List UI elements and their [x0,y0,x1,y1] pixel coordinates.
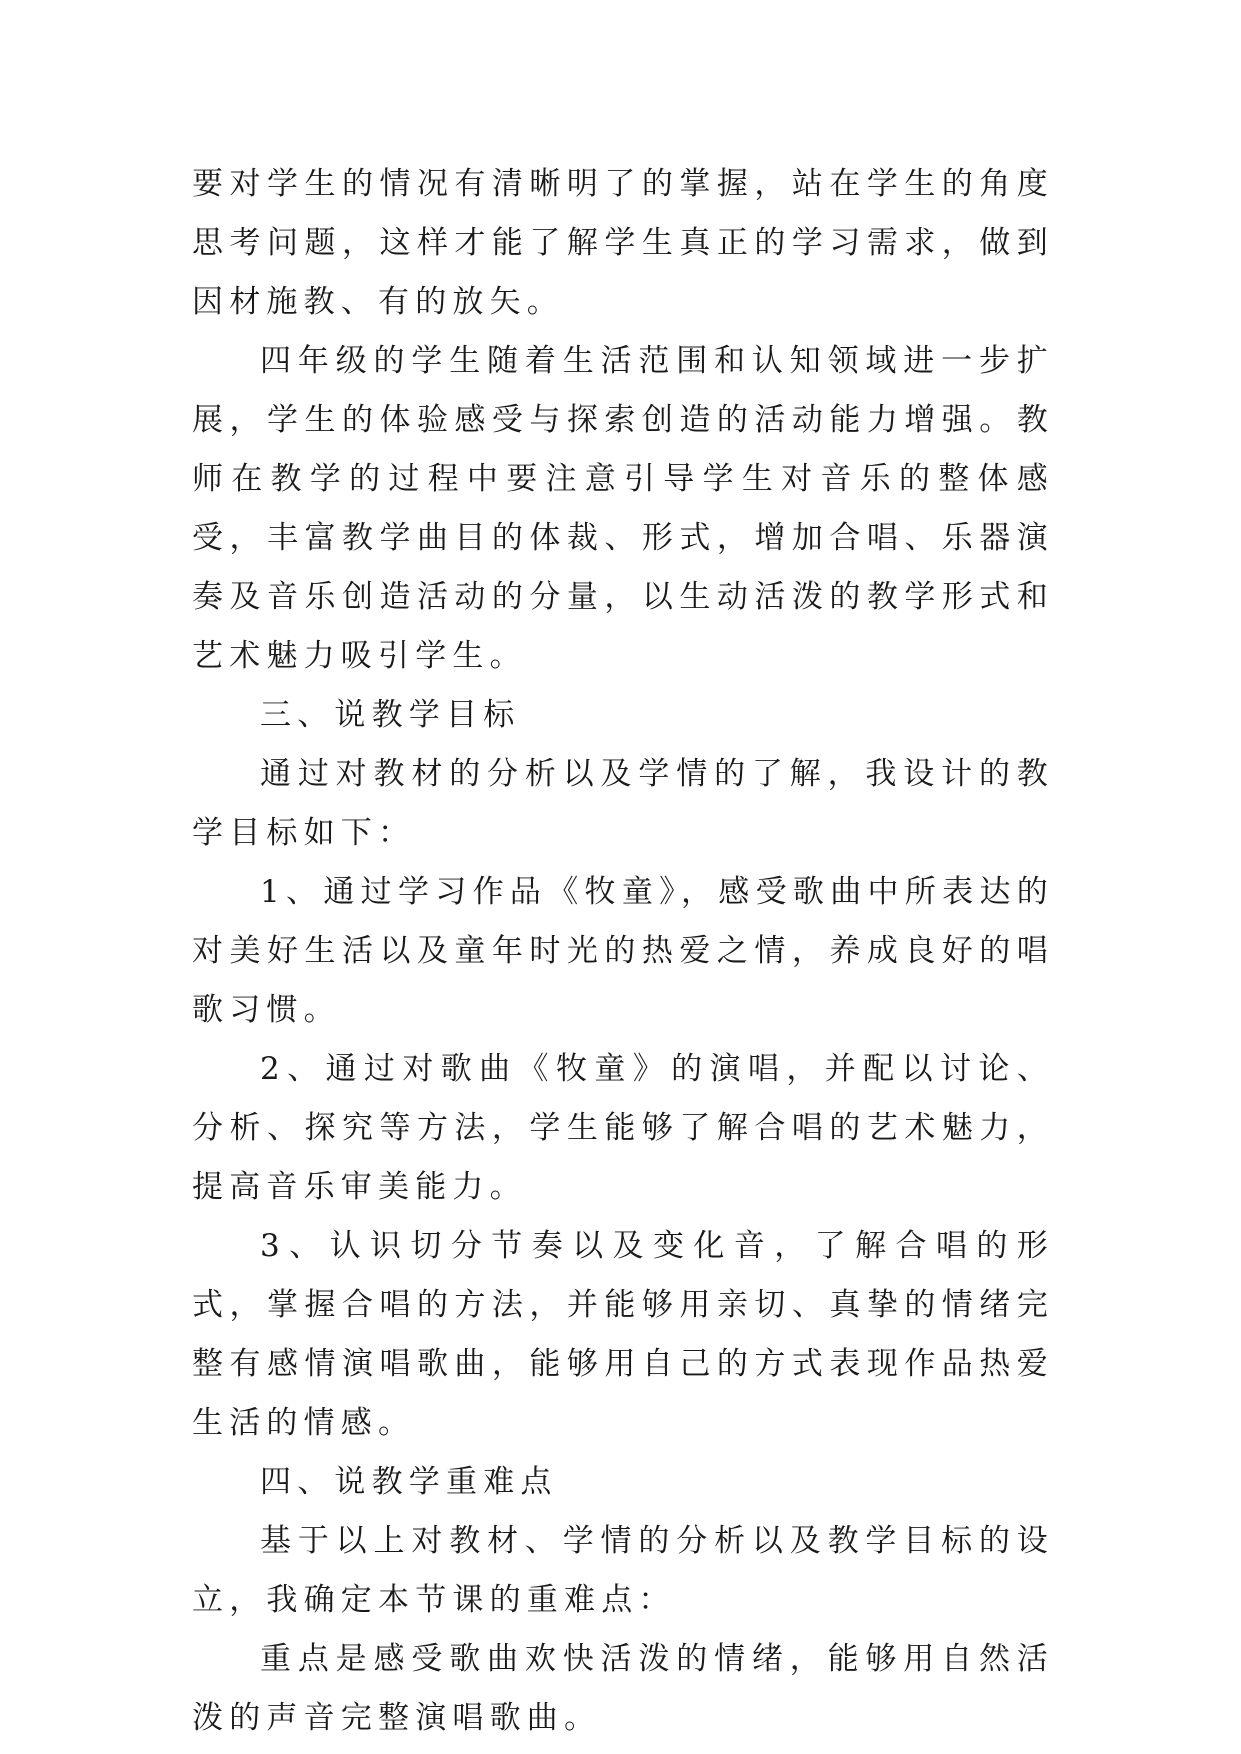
section-heading-teaching-goals: 三、说教学目标 [260,697,521,733]
paragraph-key-point: 重点是感受歌曲欢快活泼的情绪，能够用自然活泼的声音完整演唱歌曲。 [192,1641,1054,1736]
goal-item-2: 2、通过对歌曲《牧童》的演唱，并配以讨论、分析、探究等方法，学生能够了解合唱的艺术魅力，提高音乐审美能力。 [192,1051,1054,1205]
paragraph-key-points-intro: 基于以上对教材、学情的分析以及教学目标的设立，我确定本节课的重难点： [192,1523,1054,1618]
goal-item-1: 1、通过学习作品《牧童》，感受歌曲中所表达的对美好生活以及童年时光的热爱之情，养成良好的唱歌习惯。 [192,874,1054,1028]
document-body [192,155,1054,1748]
paragraph-continuation: 要对学生的情况有清晰明了的掌握，站在学生的角度思考问题，这样才能了解学生真正的学习需求，做到因材施教、有的放矢。 [192,166,1054,320]
paragraph-student-analysis: 四年级的学生随着生活范围和认知领域进一步扩展，学生的体验感受与探索创造的活动能力增强。教师在教学的过程中要注意引导学生对音乐的整体感受，丰富教学曲目的体裁、形式，增加合唱、乐器演奏及音乐创造活动的分量，以生动活泼的教学形式和艺术魅力吸引学生。 [192,343,1054,674]
section-heading-key-points: 四、说教学重难点 [260,1464,558,1500]
goal-item-3: 3、认识切分节奏以及变化音，了解合唱的形式，掌握合唱的方法，并能够用亲切、真挚的情绪完整有感情演唱歌曲，能够用自己的方式表现作品热爱生活的情感。 [192,1228,1054,1441]
paragraph-goals-intro: 通过对教材的分析以及学情的了解，我设计的教学目标如下： [192,756,1054,851]
